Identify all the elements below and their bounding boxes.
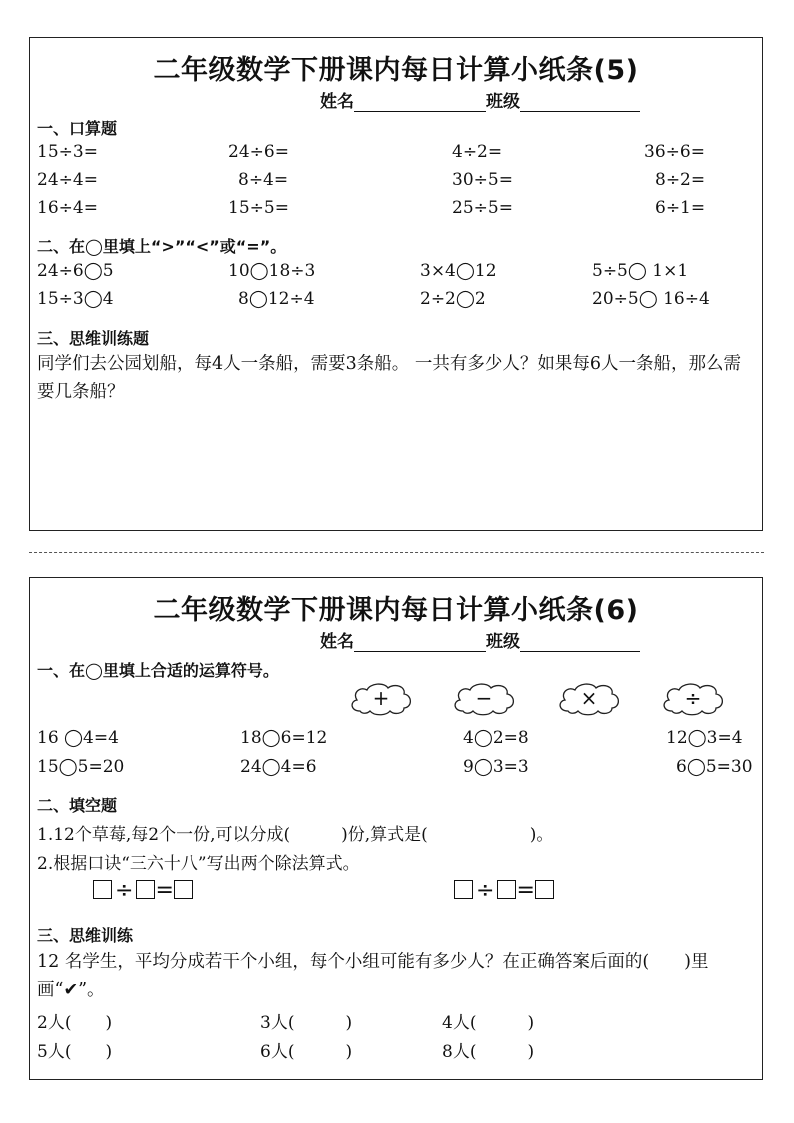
name-field[interactable] bbox=[354, 93, 486, 112]
name-class-line bbox=[320, 87, 640, 112]
cloud-plus-icon bbox=[348, 681, 414, 717]
cloud-symbol: × bbox=[580, 686, 598, 710]
page-title: 二年级数学下册课内每日计算小纸条(5) bbox=[153, 55, 639, 86]
problem: 6÷1= bbox=[655, 198, 706, 218]
problem: 15÷3= bbox=[37, 142, 98, 162]
cloud-times-icon bbox=[556, 681, 622, 717]
answer-box[interactable] bbox=[93, 880, 112, 899]
problem: 5÷5◯ 1×1 bbox=[592, 261, 689, 281]
problem: 4÷2= bbox=[452, 142, 503, 162]
problem: 36÷6= bbox=[644, 142, 705, 162]
fill-blank-line: 1.12个草莓,每2个一份,可以分成( )份,算式是( )。 bbox=[37, 825, 554, 845]
problem: 15÷5= bbox=[228, 198, 289, 218]
problem: 24◯4=6 bbox=[240, 757, 317, 777]
class-field[interactable] bbox=[520, 633, 640, 652]
section-heading: 二、在◯里填上“>”“<”或“=”。 bbox=[37, 237, 287, 256]
answer-box[interactable] bbox=[136, 880, 155, 899]
equals-sign: = bbox=[516, 878, 535, 903]
problem: 3×4◯12 bbox=[420, 261, 497, 281]
answer-option: 5人( ) bbox=[37, 1042, 113, 1062]
worksheet-card-6 bbox=[29, 577, 763, 1080]
problem: 24÷6◯5 bbox=[37, 261, 114, 281]
answer-box[interactable] bbox=[535, 880, 554, 899]
cloud-symbol: ÷ bbox=[684, 686, 702, 710]
section-heading: 一、口算题 bbox=[37, 119, 118, 138]
section-heading: 一、在◯里填上合适的运算符号。 bbox=[37, 661, 279, 680]
answer-option: 3人( ) bbox=[260, 1013, 353, 1033]
cloud-divide-icon bbox=[660, 681, 726, 717]
divide-sign: ÷ bbox=[115, 878, 134, 903]
problem: 24÷4= bbox=[37, 170, 98, 190]
word-problem: 12 名学生，平均分成若干个小组，每个小组可能有多少人？在正确答案后面的( )里画“✔”。 bbox=[37, 952, 709, 1000]
worksheet-card-5 bbox=[29, 37, 763, 531]
class-field[interactable] bbox=[520, 93, 640, 112]
name-label: 姓名 bbox=[320, 92, 354, 112]
section-heading: 三、思维训练 bbox=[37, 926, 134, 945]
problem: 20÷5◯ 16÷4 bbox=[592, 289, 710, 309]
class-label: 班级 bbox=[486, 632, 520, 652]
division-template bbox=[454, 878, 554, 903]
answer-box[interactable] bbox=[454, 880, 473, 899]
divide-sign: ÷ bbox=[476, 878, 495, 903]
problem: 10◯18÷3 bbox=[228, 261, 316, 281]
cloud-symbol: − bbox=[475, 686, 493, 710]
problem: 15÷3◯4 bbox=[37, 289, 114, 309]
problem: 6◯5=30 bbox=[676, 757, 753, 777]
answer-option: 6人( ) bbox=[260, 1042, 353, 1062]
problem: 12◯3=4 bbox=[666, 728, 743, 748]
problem: 15◯5=20 bbox=[37, 757, 125, 777]
answer-option: 4人( ) bbox=[442, 1013, 535, 1033]
problem: 24÷6= bbox=[228, 142, 289, 162]
problem: 30÷5= bbox=[452, 170, 513, 190]
problem: 8◯12÷4 bbox=[238, 289, 315, 309]
cut-line bbox=[29, 552, 764, 553]
problem: 16 ◯4=4 bbox=[37, 728, 119, 748]
problem: 4◯2=8 bbox=[463, 728, 529, 748]
answer-option: 8人( ) bbox=[442, 1042, 535, 1062]
problem: 8÷4= bbox=[238, 170, 289, 190]
problem: 25÷5= bbox=[452, 198, 513, 218]
word-problem: 同学们去公园划船，每4人一条船，需要3条船。 一共有多少人？如果每6人一条船，那么需要几条船？ bbox=[37, 354, 741, 402]
name-label: 姓名 bbox=[320, 632, 354, 652]
problem: 18◯6=12 bbox=[240, 728, 328, 748]
fill-blank-line: 2.根据口诀“三六十八”写出两个除法算式。 bbox=[37, 854, 360, 874]
name-class-line bbox=[320, 627, 640, 652]
problem: 2÷2◯2 bbox=[420, 289, 486, 309]
cloud-minus-icon bbox=[451, 681, 517, 717]
problem: 16÷4= bbox=[37, 198, 98, 218]
equals-sign: = bbox=[155, 878, 174, 903]
answer-option: 2人( ) bbox=[37, 1013, 113, 1033]
problem: 8÷2= bbox=[655, 170, 706, 190]
division-template bbox=[93, 878, 193, 903]
class-label: 班级 bbox=[486, 92, 520, 112]
problem: 9◯3=3 bbox=[463, 757, 529, 777]
cloud-symbol: + bbox=[372, 686, 390, 710]
section-heading: 三、思维训练题 bbox=[37, 329, 150, 348]
answer-box[interactable] bbox=[174, 880, 193, 899]
name-field[interactable] bbox=[354, 633, 486, 652]
section-heading: 二、填空题 bbox=[37, 796, 118, 815]
page-title: 二年级数学下册课内每日计算小纸条(6) bbox=[153, 595, 639, 626]
answer-box[interactable] bbox=[497, 880, 516, 899]
